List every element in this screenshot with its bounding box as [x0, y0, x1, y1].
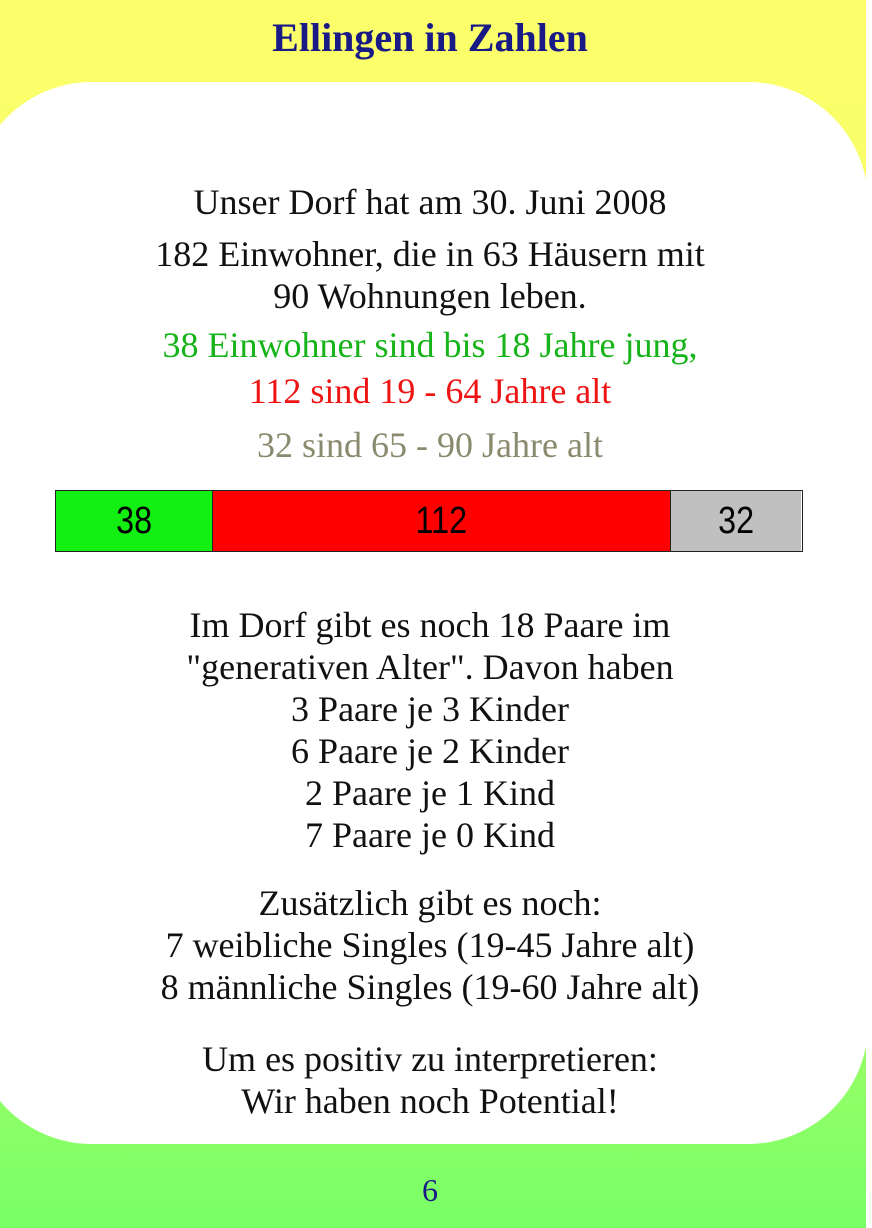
singles-female: 7 weibliche Singles (19-45 Jahre alt)	[165, 925, 695, 965]
conclusion-line-2: Wir haben noch Potential!	[241, 1081, 619, 1121]
age-young-text: 38 Einwohner sind bis 18 Jahre jung,	[162, 325, 698, 365]
age-distribution-bar	[55, 490, 803, 552]
couples-item: 2 Paare je 1 Kind	[305, 773, 555, 813]
bar-segment	[56, 491, 212, 551]
bar-segment	[212, 491, 670, 551]
bar-segment-label: 38	[115, 499, 152, 542]
age-old-text: 32 sind 65 - 90 Jahre alt	[257, 425, 603, 465]
couples-item: 6 Paare je 2 Kinder	[291, 731, 569, 771]
singles-male: 8 männliche Singles (19-60 Jahre alt)	[160, 967, 700, 1007]
bar-segment-label: 32	[718, 499, 754, 542]
singles-heading: Zusätzlich gibt es noch:	[258, 883, 602, 923]
intro-line-3: 90 Wohnungen leben.	[273, 276, 587, 316]
bar-segment-label: 112	[415, 499, 468, 542]
page-title: Ellingen in Zahlen	[272, 15, 588, 60]
intro-line-2: 182 Einwohner, die in 63 Häusern mit	[155, 234, 705, 274]
couples-line-2: "generativen Alter". Davon haben	[186, 647, 674, 687]
couples-item: 3 Paare je 3 Kinder	[291, 689, 569, 729]
conclusion-line-1: Um es positiv zu interpretieren:	[202, 1039, 658, 1079]
couples-line-1: Im Dorf gibt es noch 18 Paare im	[189, 605, 671, 645]
age-middle-text: 112 sind 19 - 64 Jahre alt	[248, 371, 612, 411]
page-number: 6	[422, 1172, 438, 1208]
bar-segment	[670, 491, 801, 551]
intro-line-1: Unser Dorf hat am 30. Juni 2008	[193, 182, 667, 222]
couples-item: 7 Paare je 0 Kind	[305, 815, 555, 855]
